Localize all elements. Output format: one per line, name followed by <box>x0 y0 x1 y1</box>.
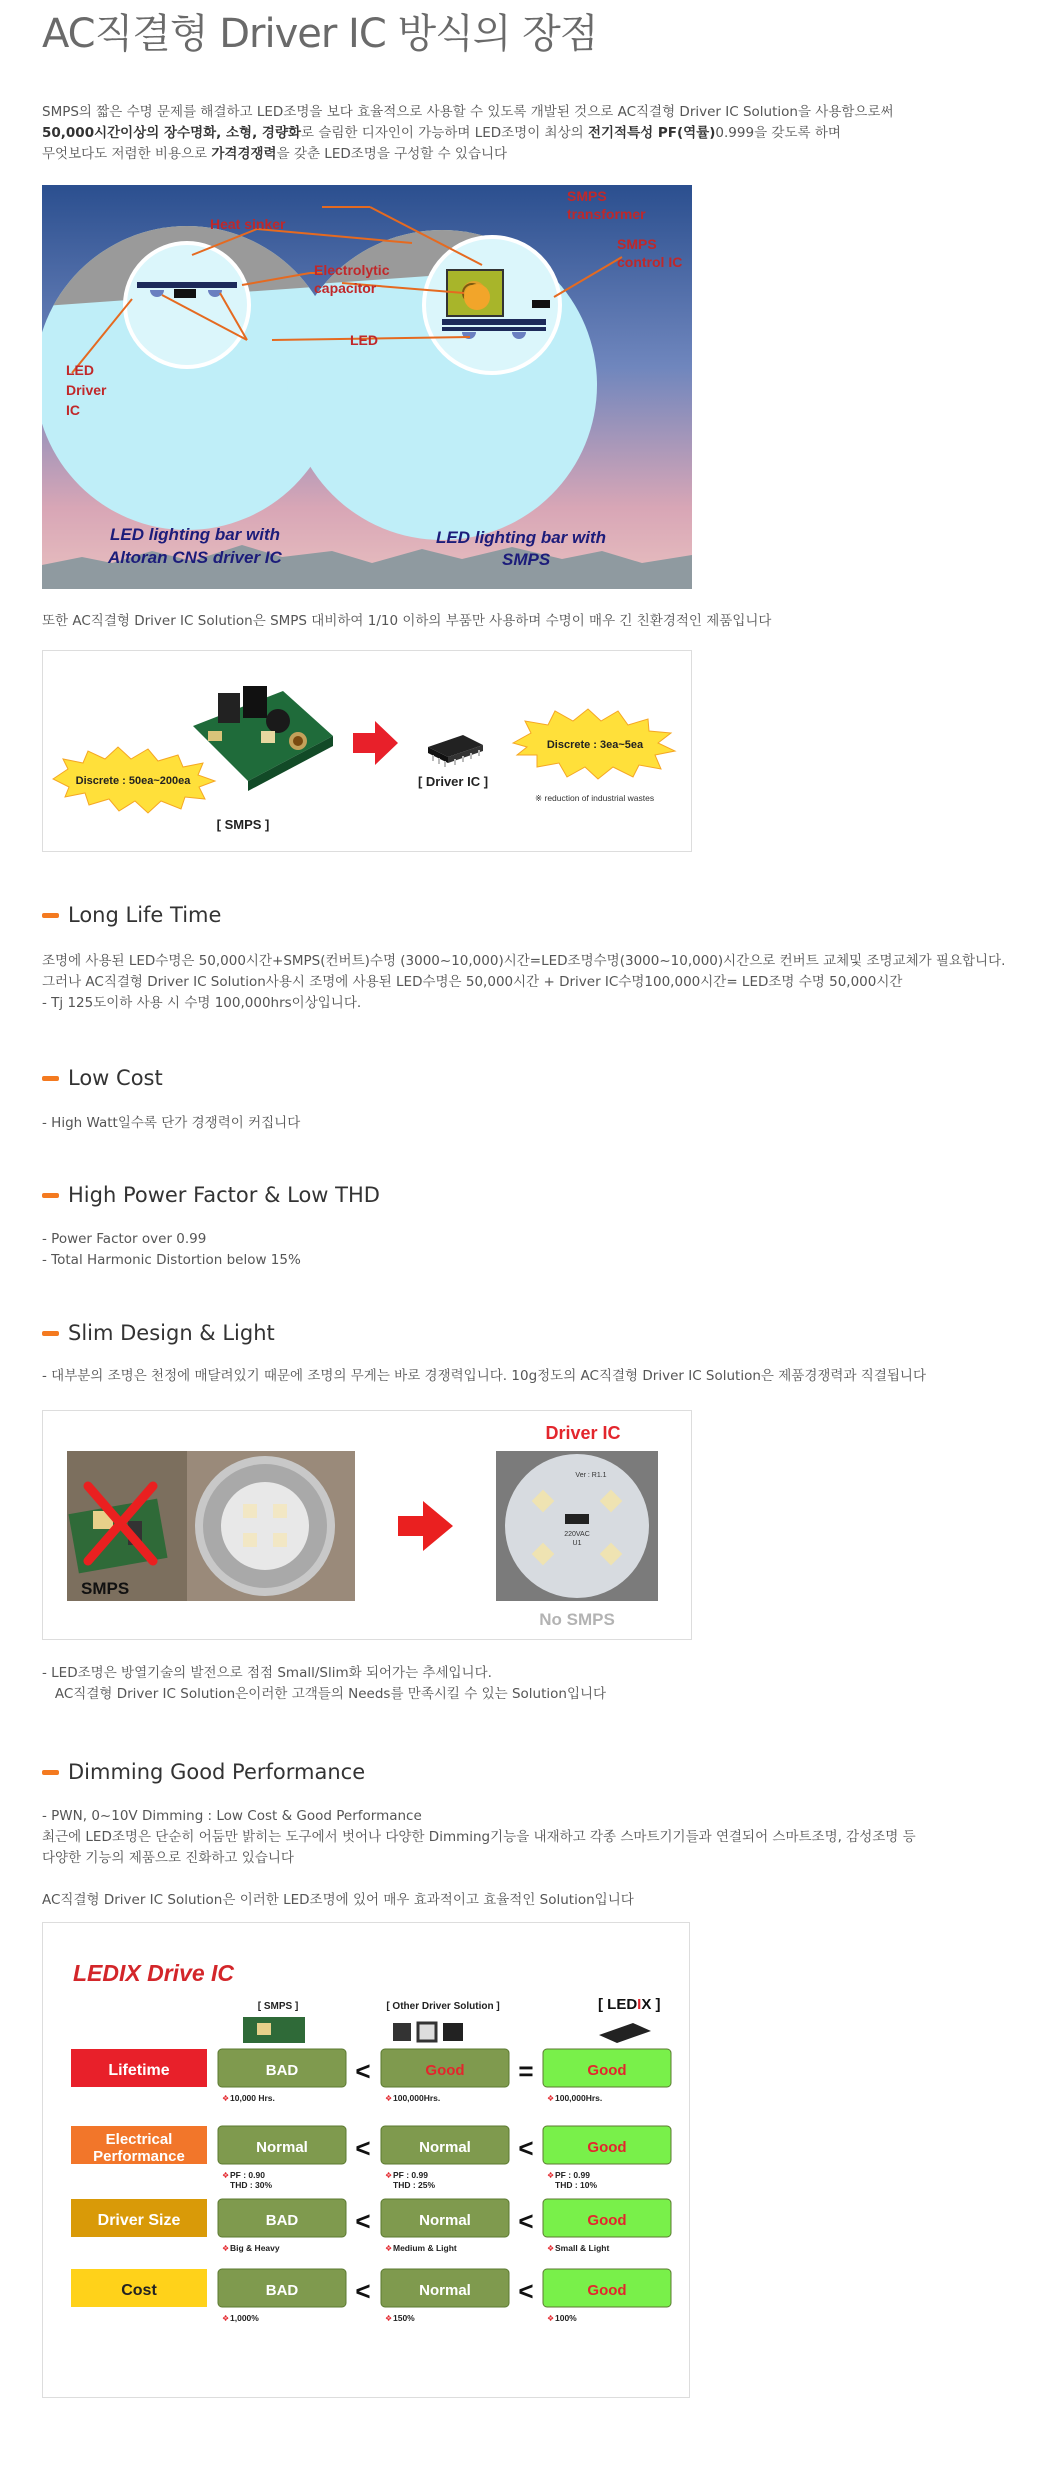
arrow-icon <box>353 721 398 765</box>
smps-board-icon <box>243 2017 305 2043</box>
label-smps-transformer-2: transformer <box>567 206 646 222</box>
discrete-right-label: Discrete : 3ea~5ea <box>546 739 644 751</box>
cell-value: Good <box>425 2062 465 2079</box>
row-label: Lifetime <box>108 2062 170 2079</box>
section-heading: Slim Design & Light <box>68 1321 275 1345</box>
bullet-icon <box>42 1193 59 1198</box>
cell-note: Medium & Light <box>393 2243 457 2253</box>
label-smps-transformer-1: SMPS <box>567 188 607 204</box>
cell-note: 100% <box>555 2313 577 2323</box>
text-line: - PWN, 0~10V Dimming : Low Cost & Good Performance <box>42 1808 422 1824</box>
text-line: - Total Harmonic Distortion below 15% <box>42 1252 301 1268</box>
bullet-icon <box>42 1331 59 1336</box>
waste-note: ※ reduction of industrial wastes <box>535 793 655 803</box>
table-row <box>71 2126 671 2190</box>
cell-note: 150% <box>393 2313 415 2323</box>
page-title: AC직결형 Driver IC 방식의 장점 <box>42 11 598 57</box>
slim-paragraph <box>42 1663 606 1705</box>
no-smps-label: No SMPS <box>539 1610 615 1629</box>
bullet-icon: ❖ <box>385 2094 393 2103</box>
label-led-driver-2: Driver <box>66 382 107 398</box>
label-electrolytic-2: capacitor <box>314 280 377 296</box>
caption-right-1: LED lighting bar with <box>436 528 606 547</box>
text-line: 그러나 AC직결형 Driver IC Solution사용시 조명에 사용된 LED수명은 50,000시간 + Driver IC수명100,000시간= LED조명 수명 50,000시간 <box>42 974 903 990</box>
bullet-icon: ❖ <box>222 2244 230 2253</box>
col-header-ledix: [ LEDIX ] <box>598 1996 661 2013</box>
cell-value: Normal <box>256 2139 308 2156</box>
section-long-life-time <box>42 900 221 930</box>
label-electrolytic-1: Electrolytic <box>314 262 390 278</box>
cell-value: Good <box>587 2139 627 2156</box>
col-header-other: [ Other Driver Solution ] <box>386 2001 500 2012</box>
cell-note: 100,000Hrs. <box>393 2093 441 2103</box>
cell-note-2: THD : 10% <box>555 2180 598 2190</box>
ledix-comparison-figure <box>42 1922 690 2398</box>
ledix-chip-icon <box>599 2023 651 2043</box>
cell-value: BAD <box>265 2062 299 2079</box>
text-line: - 대부분의 조명은 천정에 매달려있기 때문에 조명의 무게는 바로 경쟁력입니다. 10g정도의 AC직결형 Driver IC Solution은 제품경쟁력과 직결됩니다 <box>42 1368 926 1384</box>
table-row <box>71 2049 671 2103</box>
bullet-icon <box>42 913 59 918</box>
smps-label: [ SMPS ] <box>216 817 270 832</box>
cell-note: 1,000% <box>230 2313 259 2323</box>
cell-note: Small & Light <box>555 2243 610 2253</box>
text-line: AC직결형 Driver IC Solution은이러한 고객들의 Needs를 만족시킬 수 있는 Solution입니다 <box>42 1686 607 1702</box>
intro-paragraph <box>42 102 894 165</box>
driver-ic-label: [ Driver IC ] <box>417 774 489 789</box>
driver-ic-chip-image <box>428 735 483 767</box>
text-line: - High Watt일수록 단가 경쟁력이 커집니다 <box>42 1115 301 1131</box>
cell-note-2: THD : 25% <box>393 2180 436 2190</box>
section-heading: Low Cost <box>68 1066 163 1090</box>
row-label-line2: Performance <box>93 2148 185 2165</box>
discrete-left-label: Discrete : 50ea~200ea <box>75 775 191 787</box>
cell-value: Normal <box>419 2139 471 2156</box>
comparison-operator: < <box>355 2276 371 2306</box>
section-slim-design-text <box>42 1366 926 1387</box>
label-led-driver-3: IC <box>66 402 80 418</box>
label-heat-sinker: Heat sinker <box>210 216 286 232</box>
ledix-logo: LEDIX Drive IC <box>73 1960 235 1986</box>
text-line: - LED조명은 방열기술의 발전으로 점점 Small/Slim화 되어가는 추세입니다. <box>42 1665 492 1681</box>
section-heading: Dimming Good Performance <box>68 1760 366 1784</box>
section-power-factor <box>42 1180 380 1210</box>
cell-note: PF : 0.90 <box>230 2170 265 2180</box>
chip-icon-1 <box>393 2023 411 2041</box>
text-line: AC직결형 Driver IC Solution은 이러한 LED조명에 있어 매우 효과적이고 효율적인 Solution입니다 <box>42 1892 634 1908</box>
bullet-icon: ❖ <box>547 2171 555 2180</box>
intro-line-3: 무엇보다도 저렴한 비용으로 가격경쟁력을 갖춘 LED조명을 구성할 수 있습니다 <box>42 146 508 162</box>
cell-value: Normal <box>419 2282 471 2299</box>
text-line <box>42 1869 916 1890</box>
arrow-icon <box>398 1501 453 1551</box>
bullet-icon <box>42 1770 59 1775</box>
pcb-u1-label: U1 <box>572 1540 582 1547</box>
cell-note: Big & Heavy <box>230 2243 280 2253</box>
cell-note: PF : 0.99 <box>555 2170 590 2180</box>
bullet-icon: ❖ <box>222 2094 230 2103</box>
pcb-version-label: Ver : R1.1 <box>575 1472 607 1479</box>
cell-value: BAD <box>265 2212 299 2229</box>
text-line: - Power Factor over 0.99 <box>42 1231 207 1247</box>
bullet-icon: ❖ <box>547 2244 555 2253</box>
row-label: Driver Size <box>97 2212 181 2229</box>
label-smps-control-2: control IC <box>617 254 683 270</box>
cell-value: BAD <box>265 2282 299 2299</box>
comparison-operator: < <box>518 2133 534 2163</box>
label-smps-control-1: SMPS <box>617 236 657 252</box>
pcb-vac-label: 220VAC <box>564 1531 590 1538</box>
cell-value: Normal <box>419 2212 471 2229</box>
led-bar-comparison-figure <box>42 185 692 589</box>
bullet-icon: ❖ <box>385 2244 393 2253</box>
bullet-icon: ❖ <box>222 2171 230 2180</box>
chip-icon-3 <box>443 2023 463 2041</box>
col-header-smps: [ SMPS ] <box>257 2001 299 2012</box>
slim-design-figure <box>42 1410 692 1640</box>
section-long-life-time-text <box>42 951 1005 1014</box>
bullet-icon: ❖ <box>385 2314 393 2323</box>
bullet-icon: ❖ <box>222 2314 230 2323</box>
bullet-icon: ❖ <box>547 2314 555 2323</box>
table-row <box>71 2199 671 2253</box>
comparison-operator: < <box>355 2206 371 2236</box>
cell-note: 100,000Hrs. <box>555 2093 603 2103</box>
text-line: 최근에 LED조명은 단순히 어둠만 밝히는 도구에서 벗어나 다양한 Dimming기능을 내재하고 각종 스마트기기들과 연결되어 스마트조명, 감성조명 등 <box>42 1829 916 1845</box>
smps-board-image <box>193 686 333 791</box>
chip-icon-2 <box>418 2023 436 2041</box>
comparison-operator: < <box>355 2133 371 2163</box>
discrete-figure-svg <box>43 651 691 851</box>
para-discrete: 또한 AC직결형 Driver IC Solution은 SMPS 대비하여 1/10 이하의 부품만 사용하며 수명이 매우 긴 친환경적인 제품입니다 <box>42 613 772 629</box>
section-slim-design <box>42 1318 275 1348</box>
cell-value: Good <box>587 2282 627 2299</box>
section-power-factor-text <box>42 1229 301 1271</box>
comparison-operator: = <box>518 2056 534 2086</box>
text-line: - Tj 125도이하 사용 시 수명 100,000hrs이상입니다. <box>42 995 362 1011</box>
comparison-operator: < <box>518 2276 534 2306</box>
bullet-icon: ❖ <box>547 2094 555 2103</box>
discrete-comparison-figure <box>42 650 692 852</box>
cell-value: Good <box>587 2062 627 2079</box>
section-dimming <box>42 1757 365 1787</box>
section-low-cost <box>42 1063 163 1093</box>
intro-line-1: SMPS의 짧은 수명 문제를 해결하고 LED조명을 보다 효율적으로 사용할 수 있도록 개발된 것으로 AC직결형 Driver IC Solution을 사용함으로써 <box>42 104 894 120</box>
comparison-operator: < <box>355 2056 371 2086</box>
bullet-icon <box>42 1076 59 1081</box>
row-label: Electrical <box>105 2131 173 2148</box>
driver-ic-title: Driver IC <box>545 1423 621 1443</box>
section-heading: Long Life Time <box>68 903 222 927</box>
caption-left-1: LED lighting bar with <box>110 525 280 544</box>
row-label: Cost <box>121 2282 157 2299</box>
comparison-operator: < <box>518 2206 534 2236</box>
section-dimming-text <box>42 1806 916 1911</box>
table-row <box>71 2269 671 2323</box>
slim-figure-svg <box>43 1411 691 1639</box>
text-line: 다양한 기능의 제품으로 진화하고 있습니다 <box>42 1850 294 1866</box>
smps-crossed-label: SMPS <box>81 1579 130 1598</box>
section-low-cost-text <box>42 1113 300 1134</box>
caption-left-2: Altoran CNS driver IC <box>108 548 282 567</box>
label-led-driver-1: LED <box>66 362 94 378</box>
cell-note: PF : 0.99 <box>393 2170 428 2180</box>
section-heading: High Power Factor & Low THD <box>68 1183 380 1207</box>
caption-right-2: SMPS <box>502 550 551 569</box>
intro-line-2: 50,000시간이상의 장수명화, 소형, 경량화로 슬림한 디자인이 가능하며 LED조명이 최상의 전기적특성 PF(역률)0.999을 갖도록 하며 <box>42 125 841 141</box>
bullet-icon: ❖ <box>385 2171 393 2180</box>
label-led: LED <box>350 332 378 348</box>
cell-note-2: THD : 30% <box>230 2180 273 2190</box>
cell-note: 10,000 Hrs. <box>230 2093 275 2103</box>
comparison-table-svg <box>43 1923 689 2397</box>
cell-value: Good <box>587 2212 627 2229</box>
text-line: 조명에 사용된 LED수명은 50,000시간+SMPS(컨버트)수명 (3000~10,000)시간=LED조명수명(3000~10,000)시간으로 컨버트 교체및 조명교체가 필요합니다. <box>42 953 1006 969</box>
